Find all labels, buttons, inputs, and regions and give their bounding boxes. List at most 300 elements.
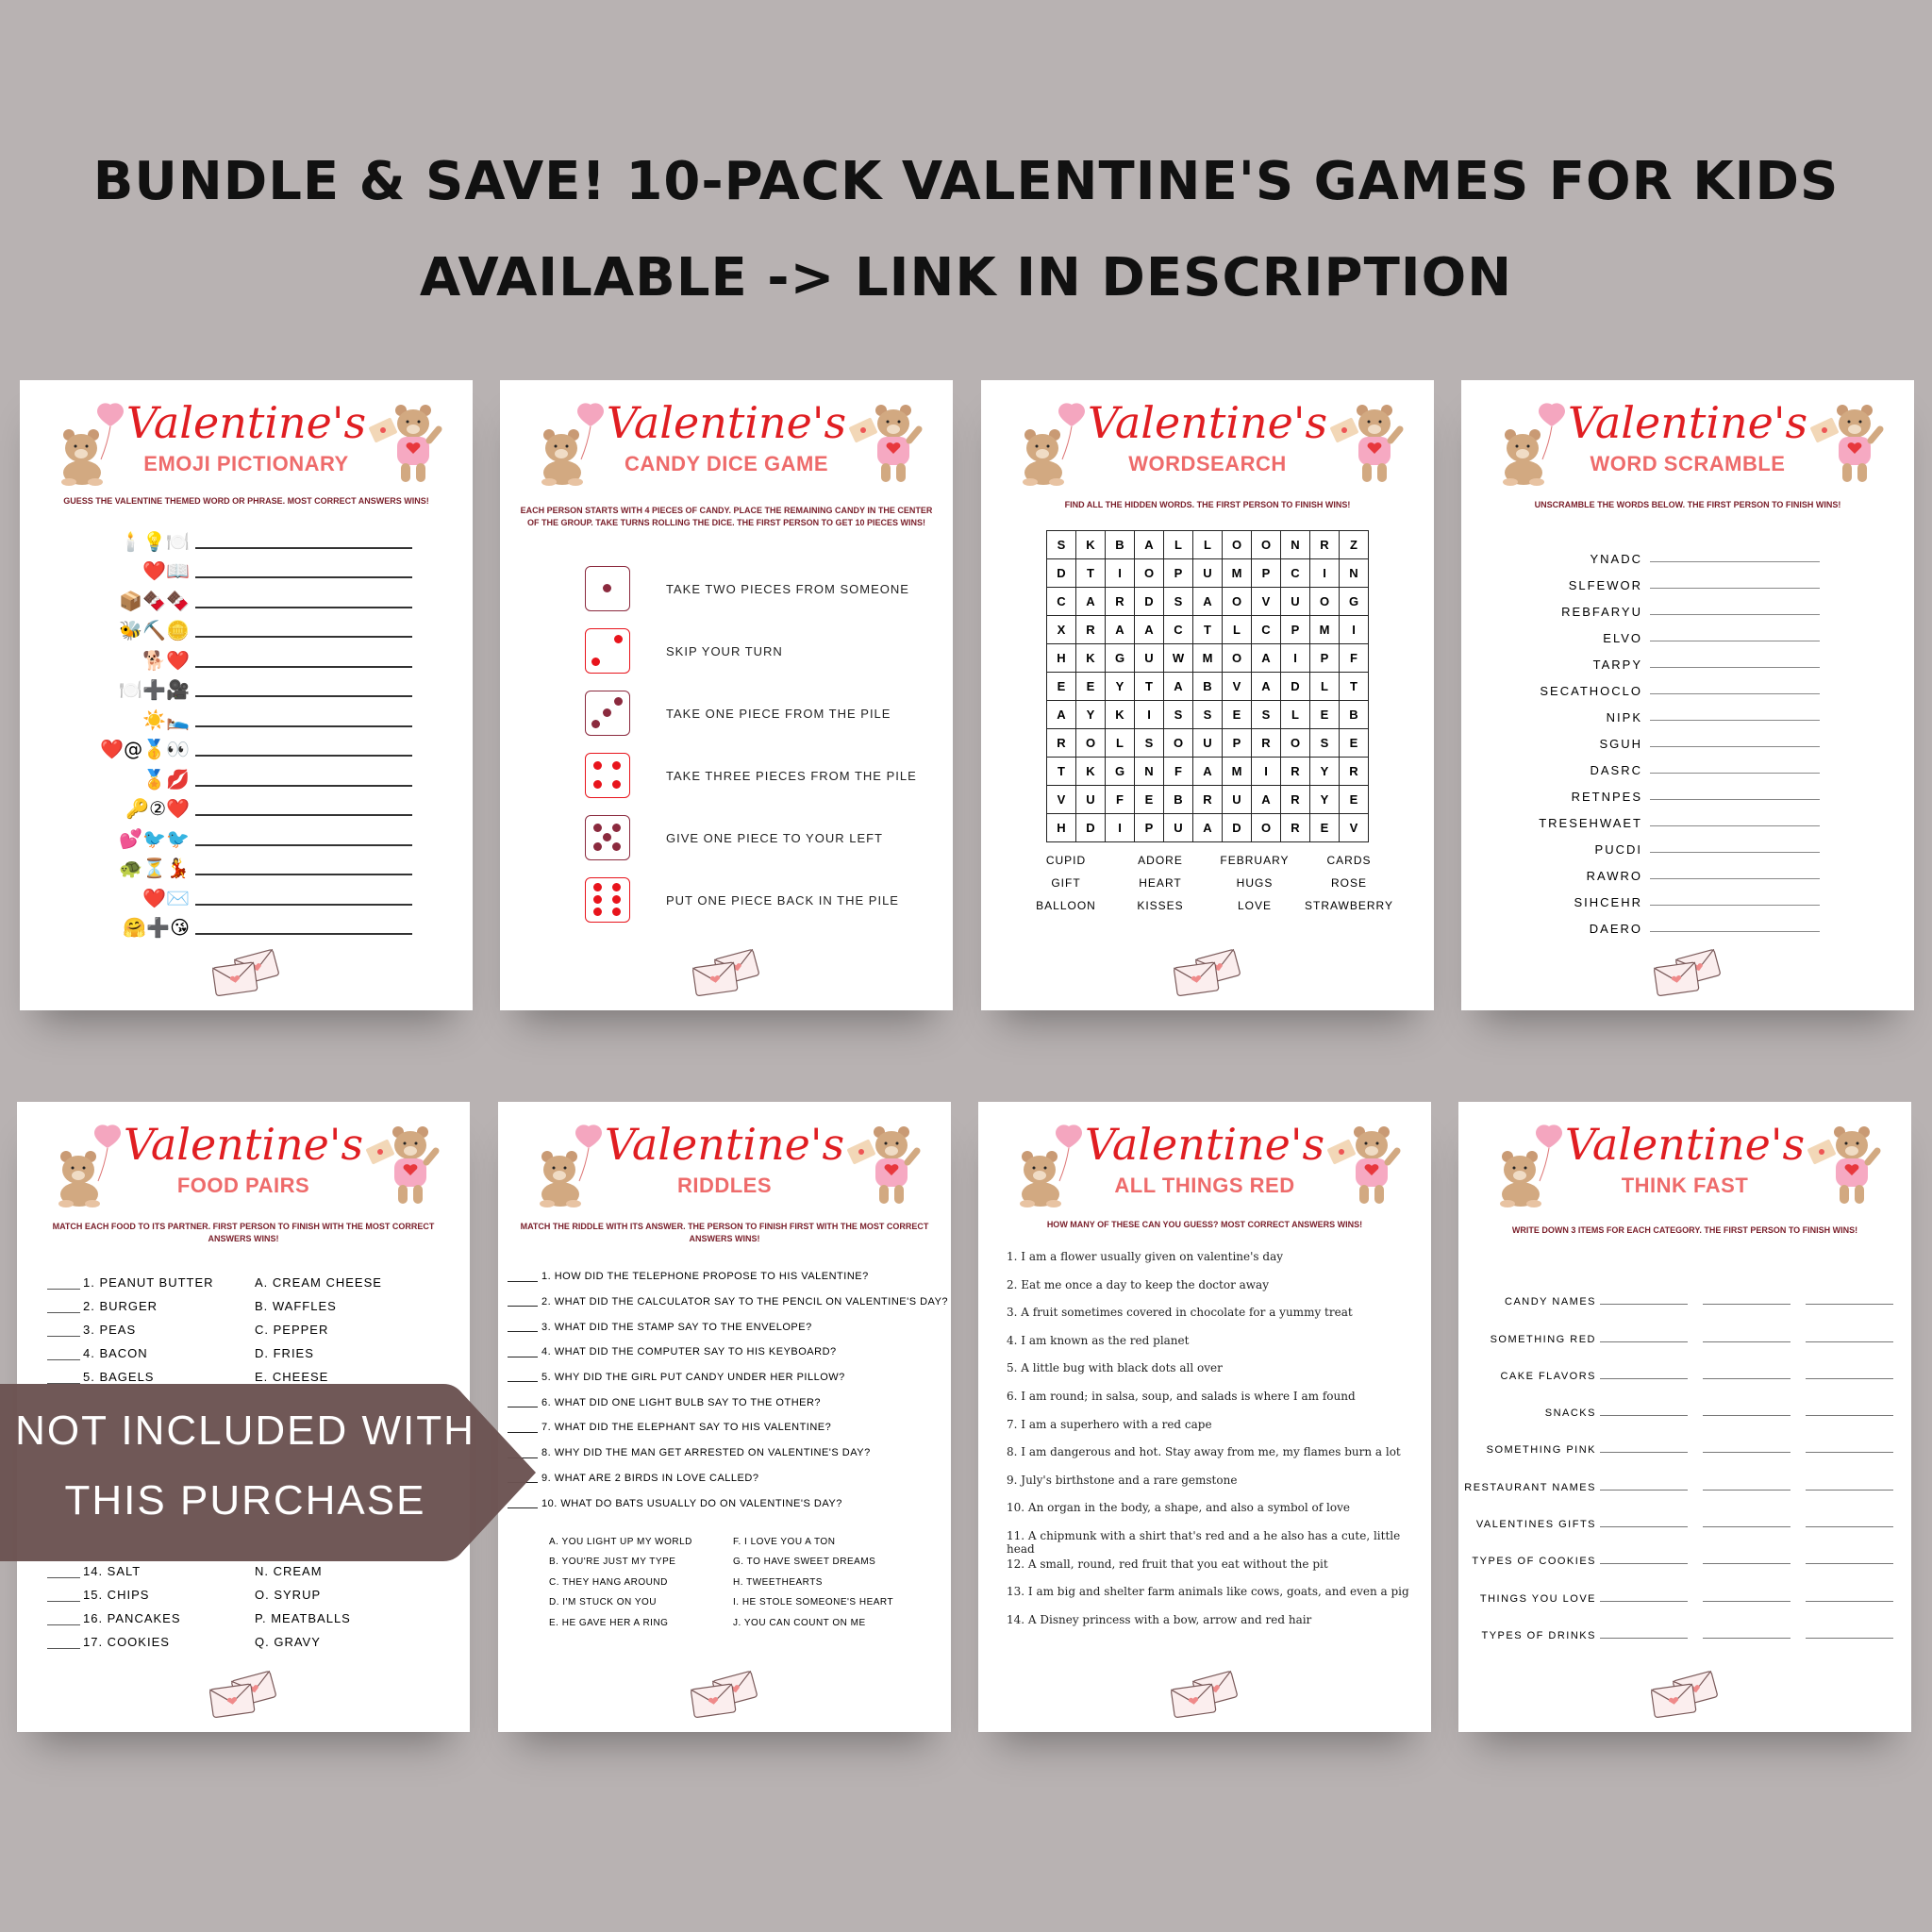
answer-line[interactable] — [195, 576, 412, 578]
grid-cell[interactable]: I — [1135, 701, 1164, 729]
category-row: SNACKS — [1458, 1382, 1911, 1419]
emoji-puzzle-row — [20, 612, 473, 642]
grid-cell[interactable]: V — [1047, 786, 1076, 814]
grid-cell[interactable]: K — [1106, 701, 1135, 729]
grid-cell[interactable]: V — [1252, 588, 1281, 616]
scramble-row — [1461, 909, 1914, 936]
grid-cell[interactable]: K — [1076, 644, 1106, 673]
partner-item: N. CREAM — [255, 1564, 323, 1578]
scrambled-word: RAWRO — [1586, 869, 1642, 883]
grid-cell[interactable]: O — [1281, 729, 1310, 758]
answer-line[interactable] — [195, 874, 412, 875]
red-clue: 14. A Disney princess with a bow, arrow and red hair — [1007, 1612, 1312, 1626]
grid-cell[interactable]: X — [1047, 616, 1076, 644]
grid-cell[interactable]: C — [1047, 588, 1076, 616]
riddle-question[interactable]: 5. WHY DID THE GIRL PUT CANDY UNDER HER PILLOW? — [508, 1365, 951, 1391]
grid-cell[interactable]: W — [1164, 644, 1193, 673]
grid-cell[interactable]: R — [1047, 729, 1076, 758]
answer-line[interactable] — [195, 844, 412, 846]
grid-cell[interactable]: V — [1340, 814, 1369, 842]
answer-line[interactable] — [195, 785, 412, 787]
dice-rule-text: TAKE THREE PIECES FROM THE PILE — [666, 768, 917, 783]
grid-cell[interactable]: T — [1047, 758, 1076, 786]
scramble-row — [1461, 883, 1914, 909]
grid-cell[interactable]: U — [1076, 786, 1106, 814]
scrambled-word: DAERO — [1589, 922, 1642, 936]
grid-cell[interactable]: D — [1076, 814, 1106, 842]
grid-cell[interactable]: A — [1047, 701, 1076, 729]
grid-cell[interactable]: R — [1106, 588, 1135, 616]
card-instructions: EACH PERSON STARTS WITH 4 PIECES OF CANDY. PLACE THE REMAINING CANDY IN THE CENTER OF THE GROUP. TAKE TURNS ROLLING THE DICE. THE FIRST PERSON TO GET 10 PIECES WINS! — [520, 506, 933, 527]
scrambled-word: SLFEWOR — [1568, 578, 1642, 592]
grid-cell[interactable]: D — [1135, 588, 1164, 616]
emoji-puzzle-row — [20, 582, 473, 612]
grid-cell[interactable]: S — [1310, 729, 1340, 758]
riddle-answer: I. HE STOLE SOMEONE'S HEART — [733, 1597, 894, 1608]
card-script-title: Valentine's — [604, 1119, 845, 1170]
grid-cell[interactable]: S — [1135, 729, 1164, 758]
envelopes-icon — [1649, 1668, 1721, 1719]
card-script-title: Valentine's — [606, 397, 847, 448]
promo-headline-line1: BUNDLE & SAVE! 10-PACK VALENTINE'S GAMES FOR KIDS — [92, 151, 1840, 212]
card-candy-dice-game — [500, 380, 953, 1010]
grid-cell[interactable]: R — [1252, 729, 1281, 758]
grid-cell[interactable]: B — [1340, 701, 1369, 729]
grid-cell[interactable]: B — [1106, 531, 1135, 559]
banner-line2: THIS PURCHASE — [64, 1477, 426, 1524]
partner-item: B. WAFFLES — [255, 1299, 337, 1313]
riddle-answer: G. TO HAVE SWEET DREAMS — [733, 1557, 876, 1568]
category-row: TYPES OF DRINKS — [1458, 1605, 1911, 1641]
emoji-puzzle-row — [20, 879, 473, 909]
grid-cell[interactable]: I — [1340, 616, 1369, 644]
grid-cell[interactable]: U — [1223, 786, 1252, 814]
scrambled-word: DASRC — [1590, 763, 1642, 777]
grid-cell[interactable]: A — [1252, 786, 1281, 814]
grid-cell[interactable]: O — [1164, 729, 1193, 758]
card-header — [978, 1102, 1431, 1215]
grid-cell[interactable]: A — [1193, 758, 1223, 786]
food-pairs-bottom — [17, 1555, 462, 1649]
riddle-question[interactable]: 9. WHAT ARE 2 BIRDS IN LOVE CALLED? — [508, 1466, 951, 1491]
emoji-clue: 🔑②❤️ — [125, 797, 190, 820]
die-face-6-icon — [585, 877, 630, 923]
scramble-row — [1461, 672, 1914, 698]
scramble-list — [1461, 540, 1914, 936]
dice-rules-list — [500, 558, 953, 931]
emoji-puzzle-row — [20, 760, 473, 791]
grid-cell[interactable]: A — [1135, 531, 1164, 559]
card-word-scramble — [1461, 380, 1914, 1010]
answer-line[interactable] — [1650, 667, 1820, 668]
card-header — [981, 380, 1434, 493]
grid-cell[interactable]: E — [1076, 673, 1106, 701]
grid-cell[interactable]: P — [1252, 559, 1281, 588]
word-bank-item: HUGS — [1236, 876, 1274, 890]
grid-cell[interactable]: C — [1281, 559, 1310, 588]
grid-cell[interactable]: Y — [1076, 701, 1106, 729]
grid-cell[interactable]: M — [1193, 644, 1223, 673]
grid-cell[interactable]: K — [1076, 758, 1106, 786]
red-clue: 4. I am known as the red planet — [1007, 1333, 1190, 1347]
riddle-question[interactable]: 8. WHY DID THE MAN GET ARRESTED ON VALENTINE'S DAY? — [508, 1441, 951, 1466]
answer-line[interactable] — [1650, 905, 1820, 906]
grid-cell[interactable]: A — [1106, 616, 1135, 644]
grid-cell[interactable]: A — [1164, 673, 1193, 701]
grid-cell[interactable]: B — [1164, 786, 1193, 814]
food-item[interactable]: 2. BURGER — [47, 1290, 255, 1313]
dice-rule-row — [500, 744, 953, 807]
grid-cell[interactable]: M — [1223, 559, 1252, 588]
grid-cell[interactable]: U — [1281, 588, 1310, 616]
word-bank — [1019, 854, 1396, 912]
grid-cell[interactable]: T — [1135, 673, 1164, 701]
food-item[interactable]: 17. COOKIES — [47, 1625, 255, 1649]
dice-rule-text: SKIP YOUR TURN — [666, 643, 783, 658]
scramble-row — [1461, 592, 1914, 619]
grid-cell[interactable]: L — [1310, 673, 1340, 701]
grid-cell[interactable]: E — [1223, 701, 1252, 729]
card-subtitle: CANDY DICE GAME — [624, 452, 829, 475]
grid-cell[interactable]: F — [1340, 644, 1369, 673]
grid-cell[interactable]: G — [1106, 758, 1135, 786]
dice-rule-text: TAKE TWO PIECES FROM SOMEONE — [666, 581, 909, 596]
answer-line[interactable] — [195, 695, 412, 697]
card-script-title: Valentine's — [1564, 1119, 1806, 1170]
answer-line[interactable] — [1650, 588, 1820, 589]
grid-cell[interactable]: O — [1310, 588, 1340, 616]
grid-cell[interactable]: I — [1106, 814, 1135, 842]
grid-cell[interactable]: L — [1281, 701, 1310, 729]
card-script-title: Valentine's — [125, 397, 367, 448]
riddle-questions — [498, 1264, 951, 1516]
grid-cell[interactable]: L — [1164, 531, 1193, 559]
riddle-question[interactable]: 1. HOW DID THE TELEPHONE PROPOSE TO HIS VALENTINE? — [508, 1264, 951, 1290]
answer-line[interactable] — [1650, 561, 1820, 562]
partner-item: E. CHEESE — [255, 1370, 329, 1384]
red-clue: 6. I am round; in salsa, soup, and salads is where I am found — [1007, 1389, 1356, 1403]
grid-cell[interactable]: S — [1252, 701, 1281, 729]
emoji-puzzle-row — [20, 523, 473, 553]
grid-cell[interactable]: P — [1164, 559, 1193, 588]
grid-cell[interactable]: L — [1223, 616, 1252, 644]
grid-cell[interactable]: U — [1135, 644, 1164, 673]
grid-cell[interactable]: Y — [1106, 673, 1135, 701]
envelopes-icon — [1169, 1668, 1241, 1719]
emoji-puzzle-row — [20, 701, 473, 731]
answer-line[interactable] — [1650, 773, 1820, 774]
bear-letter-icon — [1807, 1123, 1883, 1208]
grid-cell[interactable]: Y — [1310, 758, 1340, 786]
grid-cell[interactable]: P — [1310, 644, 1340, 673]
answer-line[interactable] — [1650, 614, 1820, 615]
dice-rule-row — [500, 682, 953, 744]
envelopes-icon — [691, 946, 762, 997]
answer-line[interactable] — [195, 725, 412, 727]
food-item[interactable]: 3. PEAS — [47, 1313, 255, 1337]
grid-cell[interactable]: T — [1076, 559, 1106, 588]
grid-cell[interactable]: S — [1164, 588, 1193, 616]
answer-line[interactable] — [1650, 825, 1820, 826]
emoji-clue: ☀️🛌 — [142, 708, 190, 731]
grid-cell[interactable]: B — [1193, 673, 1223, 701]
red-clue: 2. Eat me once a day to keep the doctor away — [1007, 1277, 1269, 1291]
grid-cell[interactable]: H — [1047, 644, 1076, 673]
word-bank-item: BALLOON — [1036, 899, 1096, 912]
word-bank-item: HEART — [1139, 876, 1182, 890]
emoji-puzzle-row — [20, 553, 473, 583]
food-item[interactable]: 15. CHIPS — [47, 1578, 255, 1602]
grid-cell[interactable]: P — [1135, 814, 1164, 842]
grid-cell[interactable]: L — [1106, 729, 1135, 758]
category-row: CAKE FLAVORS — [1458, 1345, 1911, 1382]
partner-item: D. FRIES — [255, 1346, 314, 1360]
grid-cell[interactable]: N — [1281, 531, 1310, 559]
scramble-row — [1461, 724, 1914, 751]
red-clue: 5. A little bug with black dots all over — [1007, 1361, 1223, 1375]
category-row: RESTAURANT NAMES — [1458, 1456, 1911, 1492]
word-bank-item: STRAWBERRY — [1304, 899, 1393, 912]
emoji-puzzle-row — [20, 909, 473, 940]
dice-rule-row — [500, 869, 953, 931]
emoji-clue: 🕯️💡🍽️ — [119, 529, 190, 553]
card-subtitle: WORD SCRAMBLE — [1590, 452, 1786, 475]
riddle-question[interactable]: 7. WHAT DID THE ELEPHANT SAY TO HIS VALENTINE? — [508, 1415, 951, 1441]
grid-cell[interactable]: K — [1076, 531, 1106, 559]
answer-line[interactable] — [1650, 693, 1820, 694]
riddle-answer: D. I'M STUCK ON YOU — [549, 1597, 658, 1608]
riddle-question[interactable]: 10. WHAT DO BATS USUALLY DO ON VALENTINE'S DAY? — [508, 1491, 951, 1516]
card-header — [17, 1102, 470, 1215]
card-header — [20, 380, 473, 493]
answer-line[interactable] — [1650, 720, 1820, 721]
red-clue: 10. An organ in the body, a shape, and also a symbol of love — [1007, 1501, 1350, 1515]
card-instructions: HOW MANY OF THESE CAN YOU GUESS? MOST CORRECT ANSWERS WINS! — [1046, 1220, 1363, 1229]
grid-cell[interactable]: E — [1310, 701, 1340, 729]
die-face-4-icon — [585, 753, 630, 798]
red-clue: 1. I am a flower usually given on valentine's day — [1007, 1250, 1284, 1263]
emoji-puzzle-row — [20, 850, 473, 880]
answer-line[interactable] — [195, 666, 412, 668]
answer-line[interactable] — [195, 755, 412, 757]
grid-cell[interactable]: M — [1223, 758, 1252, 786]
bear-letter-icon — [1810, 401, 1886, 486]
card-emoji-pictionary — [20, 380, 473, 1010]
emoji-clue: 📦🍫🍫 — [119, 589, 190, 612]
grid-cell[interactable]: O — [1223, 644, 1252, 673]
grid-cell[interactable]: R — [1281, 758, 1310, 786]
answer-line[interactable] — [195, 636, 412, 638]
riddle-question[interactable]: 2. WHAT DID THE CALCULATOR SAY TO THE PENCIL ON VALENTINE'S DAY? — [508, 1290, 951, 1315]
grid-cell[interactable]: S — [1193, 701, 1223, 729]
banner-line1: NOT INCLUDED WITH — [15, 1407, 475, 1454]
grid-cell[interactable]: N — [1135, 758, 1164, 786]
grid-cell[interactable]: L — [1193, 531, 1223, 559]
grid-cell[interactable]: C — [1252, 616, 1281, 644]
grid-row — [1047, 701, 1369, 729]
scrambled-word: REBFARYU — [1561, 605, 1642, 619]
grid-cell[interactable]: V — [1223, 673, 1252, 701]
grid-cell[interactable]: C — [1164, 616, 1193, 644]
grid-cell[interactable]: D — [1223, 814, 1252, 842]
emoji-clue: 🐝⛏️🪙 — [119, 619, 190, 641]
grid-cell[interactable]: I — [1281, 644, 1310, 673]
answer-line[interactable] — [195, 607, 412, 608]
category-row: CANDY NAMES — [1458, 1271, 1911, 1307]
red-clue: 11. A chipmunk with a shirt that's red and a he also has a cute, little head — [1007, 1528, 1401, 1556]
grid-cell[interactable]: E — [1047, 673, 1076, 701]
grid-cell[interactable]: Y — [1310, 786, 1340, 814]
emoji-clue: 🤗➕😘 — [123, 916, 190, 939]
answer-line[interactable] — [1650, 931, 1820, 932]
grid-cell[interactable]: O — [1135, 559, 1164, 588]
grid-cell[interactable]: U — [1193, 559, 1223, 588]
card-subtitle: THINK FAST — [1621, 1174, 1749, 1197]
grid-cell[interactable]: D — [1281, 673, 1310, 701]
riddle-question[interactable]: 4. WHAT DID THE COMPUTER SAY TO HIS KEYBOARD? — [508, 1340, 951, 1365]
grid-row — [1047, 758, 1369, 786]
scramble-row — [1461, 645, 1914, 672]
emoji-puzzle-row — [20, 641, 473, 672]
grid-cell[interactable]: O — [1223, 588, 1252, 616]
grid-cell[interactable]: M — [1310, 616, 1340, 644]
grid-cell[interactable]: A — [1252, 673, 1281, 701]
emoji-puzzle-row — [20, 672, 473, 702]
scrambled-word: PUCDI — [1594, 842, 1642, 857]
grid-cell[interactable]: R — [1193, 786, 1223, 814]
grid-row — [1047, 588, 1369, 616]
answer-line[interactable] — [1650, 852, 1820, 853]
grid-cell[interactable]: I — [1252, 758, 1281, 786]
grid-cell[interactable]: O — [1223, 531, 1252, 559]
grid-cell[interactable]: E — [1340, 729, 1369, 758]
card-header — [1458, 1102, 1911, 1215]
riddle-question[interactable]: 3. WHAT DID THE STAMP SAY TO THE ENVELOPE? — [508, 1314, 951, 1340]
partner-item: Q. GRAVY — [255, 1635, 321, 1649]
scramble-row — [1461, 857, 1914, 883]
answer-line[interactable] — [1650, 878, 1820, 879]
answer-line[interactable] — [195, 547, 412, 549]
die-face-5-icon — [585, 815, 630, 860]
riddle-answer: J. YOU CAN COUNT ON ME — [733, 1617, 866, 1628]
scramble-row — [1461, 619, 1914, 645]
food-item[interactable]: 14. SALT — [47, 1555, 255, 1578]
grid-cell[interactable]: Z — [1340, 531, 1369, 559]
grid-cell[interactable]: O — [1252, 531, 1281, 559]
scrambled-word: SGUH — [1599, 737, 1642, 751]
grid-cell[interactable]: E — [1340, 786, 1369, 814]
grid-cell[interactable]: R — [1281, 814, 1310, 842]
envelopes-icon — [1652, 946, 1724, 997]
emoji-puzzle-list — [20, 523, 473, 939]
grid-cell[interactable]: R — [1310, 531, 1340, 559]
grid-cell[interactable]: R — [1281, 786, 1310, 814]
card-header — [498, 1102, 951, 1215]
emoji-clue: 💕🐦🐦 — [119, 826, 190, 850]
grid-cell[interactable]: A — [1193, 814, 1223, 842]
food-item[interactable]: 4. BACON — [47, 1337, 255, 1360]
grid-cell[interactable]: S — [1164, 701, 1193, 729]
card-instructions: GUESS THE VALENTINE THEMED WORD OR PHRASE. MOST CORRECT ANSWERS WINS! — [63, 496, 429, 506]
grid-cell[interactable]: N — [1340, 559, 1369, 588]
food-item[interactable]: 1. PEANUT BUTTER — [47, 1266, 255, 1290]
food-item[interactable]: 5. BAGELS — [47, 1360, 255, 1384]
word-bank-item: CUPID — [1045, 854, 1087, 867]
answer-line[interactable] — [1650, 746, 1820, 747]
grid-cell[interactable]: P — [1223, 729, 1252, 758]
emoji-puzzle-row — [20, 820, 473, 850]
grid-cell[interactable]: D — [1047, 559, 1076, 588]
grid-cell[interactable]: O — [1076, 729, 1106, 758]
grid-cell[interactable]: A — [1135, 616, 1164, 644]
grid-row — [1047, 531, 1369, 559]
grid-cell[interactable]: U — [1193, 729, 1223, 758]
word-bank-item: LOVE — [1237, 899, 1272, 912]
grid-cell[interactable]: G — [1340, 588, 1369, 616]
grid-cell[interactable]: R — [1076, 616, 1106, 644]
card-subtitle: EMOJI PICTIONARY — [143, 452, 349, 475]
scramble-row — [1461, 698, 1914, 724]
grid-cell[interactable]: I — [1106, 559, 1135, 588]
grid-cell[interactable]: A — [1193, 588, 1223, 616]
card-script-title: Valentine's — [1084, 1119, 1325, 1170]
grid-cell[interactable]: E — [1135, 786, 1164, 814]
grid-cell[interactable]: I — [1310, 559, 1340, 588]
card-wordsearch — [981, 380, 1434, 1010]
grid-cell[interactable]: A — [1252, 644, 1281, 673]
riddle-question[interactable]: 6. WHAT DID ONE LIGHT BULB SAY TO THE OTHER? — [508, 1390, 951, 1415]
word-bank-item: KISSES — [1137, 899, 1184, 912]
grid-cell[interactable]: U — [1164, 814, 1193, 842]
red-clue: 7. I am a superhero with a red cape — [1007, 1417, 1212, 1431]
grid-cell[interactable]: F — [1106, 786, 1135, 814]
red-clue: 12. A small, round, red fruit that you eat without the pit — [1007, 1557, 1328, 1571]
grid-cell[interactable]: H — [1047, 814, 1076, 842]
dice-rule-row — [500, 620, 953, 682]
word-bank-item: ROSE — [1330, 876, 1367, 890]
grid-cell[interactable]: O — [1252, 814, 1281, 842]
grid-cell[interactable]: T — [1193, 616, 1223, 644]
scrambled-word: NIPK — [1606, 710, 1642, 724]
answer-line[interactable] — [1650, 799, 1820, 800]
grid-cell[interactable]: E — [1310, 814, 1340, 842]
grid-cell[interactable]: R — [1340, 758, 1369, 786]
answer-line[interactable] — [195, 904, 412, 906]
grid-row — [1047, 559, 1369, 588]
grid-cell[interactable]: S — [1047, 531, 1076, 559]
card-instructions: UNSCRAMBLE THE WORDS BELOW. THE FIRST PERSON TO FINISH WINS! — [1534, 500, 1841, 509]
grid-cell[interactable]: G — [1106, 644, 1135, 673]
riddle-answers — [498, 1537, 951, 1639]
scrambled-word: YNADC — [1590, 552, 1642, 566]
grid-row — [1047, 644, 1369, 673]
grid-cell[interactable]: P — [1281, 616, 1310, 644]
die-face-2-icon — [585, 628, 630, 674]
die-face-1-icon — [585, 566, 630, 611]
grid-row — [1047, 786, 1369, 814]
grid-cell[interactable]: F — [1164, 758, 1193, 786]
wordsearch-grid[interactable] — [1046, 530, 1369, 842]
bear-letter-icon — [849, 401, 924, 486]
answer-line[interactable] — [195, 933, 412, 935]
food-item[interactable]: 16. PANCAKES — [47, 1602, 255, 1625]
card-script-title: Valentine's — [1567, 397, 1808, 448]
grid-cell[interactable]: T — [1340, 673, 1369, 701]
grid-cell[interactable]: A — [1076, 588, 1106, 616]
answer-line[interactable] — [195, 814, 412, 816]
word-bank-item: CARDS — [1326, 854, 1372, 867]
grid-row — [1047, 814, 1369, 842]
